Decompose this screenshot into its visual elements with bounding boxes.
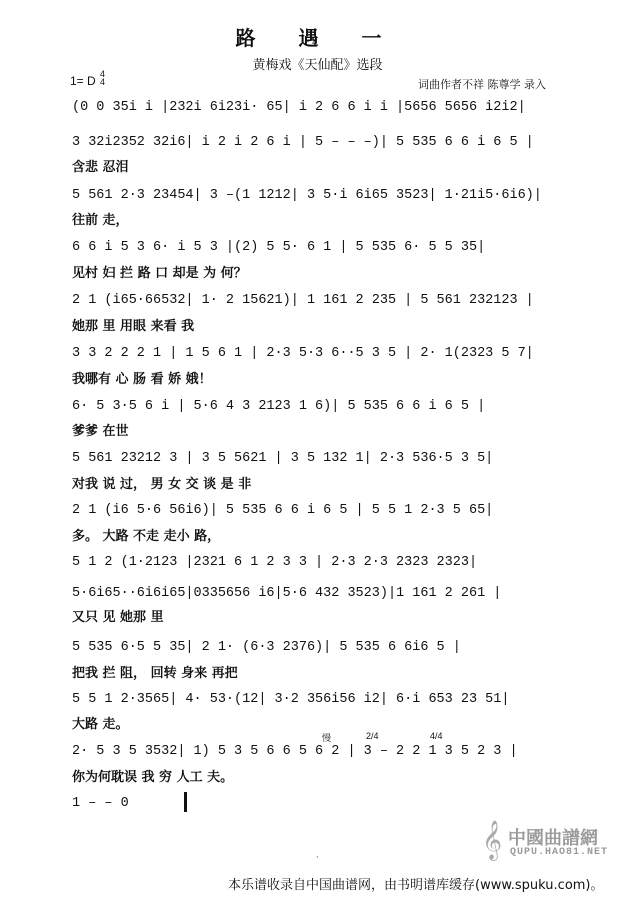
notation-line-9: 2 1 (i6 5·6 56i6)| 5 535 6 6 i 6 5 | 5 5 1 2·3 5 65| xyxy=(72,503,494,518)
watermark-url: QUPU.HAO81.NET xyxy=(510,847,609,858)
subtitle: 黄梅戏《天仙配》选段 xyxy=(252,58,383,73)
notation-line-6: 3 3 2 2 2 1 | 1 5 6 1 | 2·3 5·3 6··5 3 5 | 2· 1(2323 5 7| xyxy=(72,346,534,361)
lyrics-line-6: 我哪有 心 肠 看 娇 娥！ xyxy=(72,372,212,387)
footer-note: 本乐谱收录自中国曲谱网，由书明谱库缓存(www.spuku.com)。 xyxy=(228,878,604,893)
notation-line-8: 5 561 23212 3 | 3 5 5621 | 3 5 132 1| 2·3 536·5 3 5| xyxy=(72,451,494,466)
lyrics-line-5: 她那 里 用眼 来看 我 xyxy=(72,319,195,334)
meter-top: 4 xyxy=(100,69,106,79)
notation-line-2: 3 32i2352 32i6| i 2 i 2 6 i | 5 – – –)| 5 535 6 6 i 6 5 | xyxy=(72,135,534,150)
notation-line-15: 1 – – 0 xyxy=(72,796,129,811)
notation-line-11: 5·6i65··6i6i65|0335656 i6|5·6 432 3523)|1 161 2 261 | xyxy=(72,586,502,601)
lyrics-line-3: 往前 走， xyxy=(72,213,129,228)
meter-bottom: 4 xyxy=(100,77,106,87)
lyrics-line-2: 含悲 忍泪 xyxy=(72,160,129,175)
credit-line: 词曲作者不祥 陈尊学 录入 xyxy=(418,78,546,91)
lyrics-line-14: 你为何耽误 我 穷 人工 夫。 xyxy=(72,770,234,785)
lyrics-line-8: 对我 说 过， 男 女 交 谈 是 非 xyxy=(72,477,252,492)
notation-line-7: 6· 5 3·5 6 i | 5·6 4 3 2123 1 6)| 5 535 6 6 i 6 5 | xyxy=(72,399,486,414)
tempo-slow: 慢 xyxy=(322,734,332,744)
final-barline xyxy=(184,792,187,812)
page-title: 路 遇 一 xyxy=(235,26,400,50)
time-change-2-4: 2/4 xyxy=(366,731,379,741)
time-change-4-4: 4/4 xyxy=(430,731,443,741)
notation-line-10: 5 1 2 (1·2123 |2321 6 1 2 3 3 | 2·3 2·3 2323 2323| xyxy=(72,555,478,570)
key-signature: 1= D xyxy=(70,74,96,88)
notation-line-12: 5 535 6·5 5 35| 2 1· (6·3 2376)| 5 535 6 6i6 5 | xyxy=(72,640,461,655)
watermark-site-name: 中國曲譜網 xyxy=(508,828,598,849)
notation-line-13: 5 5 1 2·3565| 4· 53·(12| 3·2 356i56 i2| 6·i 653 23 51| xyxy=(72,692,510,707)
lyrics-line-11: 又只 见 她那 里 xyxy=(72,610,164,625)
stray-dot: · xyxy=(316,853,319,862)
notation-line-14: 2· 5 3 5 3532| 1) 5 3 5 6 6 5 6 2 | 3 – 2 2 1 3 5 2 3 | xyxy=(72,744,518,759)
lyrics-line-7: 爹爹 在世 xyxy=(72,424,129,439)
notation-line-4: 6 6 i 5 3 6· i 5 3 |(2) 5 5· 6 1 | 5 535 6· 5 5 35| xyxy=(72,240,486,255)
lyrics-line-9: 多。 大路 不走 走小 路， xyxy=(72,529,221,544)
notation-line-3: 5 561 2·3 23454| 3 –(1 1212| 3 5·i 6i65 3523| 1·21i5·6i6)| xyxy=(72,188,542,203)
notation-line-5: 2 1 (i65·66532| 1· 2 15621)| 1 161 2 235 | 5 561 232123 | xyxy=(72,293,534,308)
lyrics-line-12: 把我 拦 阻， 回转 身来 再把 xyxy=(72,666,238,681)
notation-line-1: (0 0 35i i |232i 6i23i· 65| i 2 6 6 i i |5656 5656 i2i2| xyxy=(72,100,526,115)
treble-clef-icon: 𝄞 xyxy=(482,820,503,860)
lyrics-line-4: 见村 妇 拦 路 口 却是 为 何？ xyxy=(72,266,247,281)
lyrics-line-13: 大路 走。 xyxy=(72,717,129,732)
time-signature xyxy=(100,70,105,86)
